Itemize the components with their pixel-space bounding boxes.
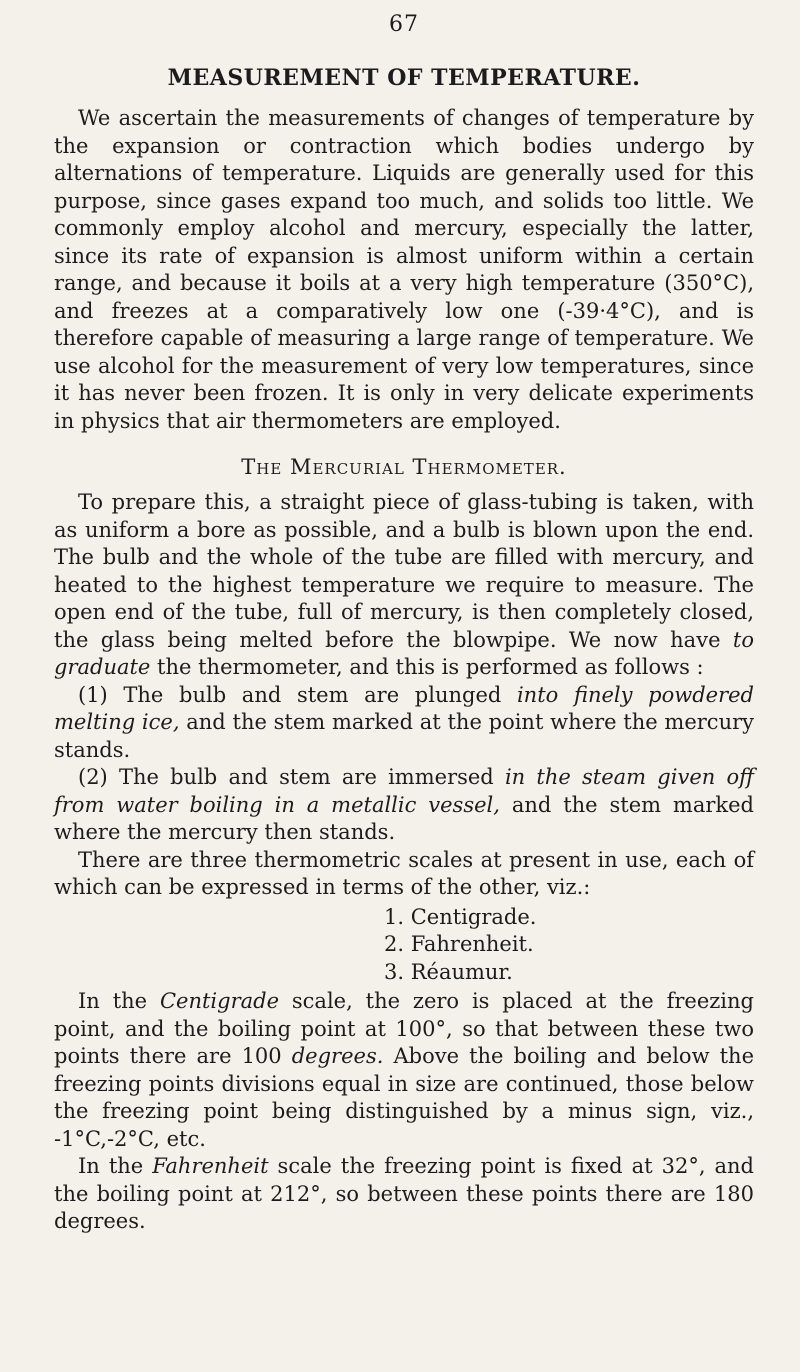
page-title: MEASUREMENT OF TEMPERATURE. xyxy=(167,65,641,91)
list-item: 3. Réaumur. xyxy=(384,959,513,984)
centigrade-paragraph: In the Centigrade scale, the zero is placed at the freezing point, and the boiling point at 100°, so that between these two points there are 100 degrees. Above the boiling and below the freezing points divisions equal in size are continued, those below the freezing point being distinguished by a minus sign, viz., -1°C,-2°C, etc. xyxy=(54,989,755,1151)
page-number: 67 xyxy=(389,12,419,37)
section-heading: The Mercurial Thermometer. xyxy=(241,455,567,479)
intro-paragraph: We ascertain the measurements of changes of temperature by the expansion or contraction which bodies undergo by alternations of temperature. Liquids are generally used for this purpose, since gases expand too much, and solids too little. We commonly employ alcohol and mercury, especially the latter, since its rate of expansion is almost uniform within a certain range, and because it boils at a very high temperature (350°C), and freezes at a comparatively low one (-39·4°C), and is therefore capable of measuring a large range of temperature. We use alcohol for the measurement of very low temperatures, since it has never been frozen. It is only in very delicate experiments in physics that air thermometers are employed. xyxy=(54,106,754,433)
step-1-paragraph: (1) The bulb and stem are plunged into finely powdered melting ice, and the stem marked at the point where the mercury stands. xyxy=(54,682,754,762)
fahrenheit-paragraph: In the Fahrenheit scale the freezing point is fixed at 32°, and the boiling point at 212°, so between these points there are 180 degrees. xyxy=(54,1154,754,1233)
page xyxy=(54,0,754,1236)
scales-intro-paragraph: There are three thermometric scales at present in use, each of which can be expressed in terms of the other, viz.: xyxy=(54,847,754,899)
preparation-paragraph: To prepare this, a straight piece of glass-tubing is taken, with as uniform a bore as possible, and a bulb is blown upon the end. The bulb and the whole of the tube are filled with mercury, and heated to the highest temperature we require to measure. The open end of the tube, full of mercury, is then completely closed, the glass being melted before the blowpipe. We now have to graduate the thermometer, and this is performed as follows : xyxy=(54,490,754,679)
list-item: 2. Fahrenheit. xyxy=(384,932,534,956)
list-item: 1. Centigrade. xyxy=(384,904,537,929)
scales-list xyxy=(54,904,754,987)
step-2-paragraph: (2) The bulb and stem are immersed in the steam given off from water boiling in a metallic vessel, and the stem marked where the mercury then stands. xyxy=(54,765,754,844)
